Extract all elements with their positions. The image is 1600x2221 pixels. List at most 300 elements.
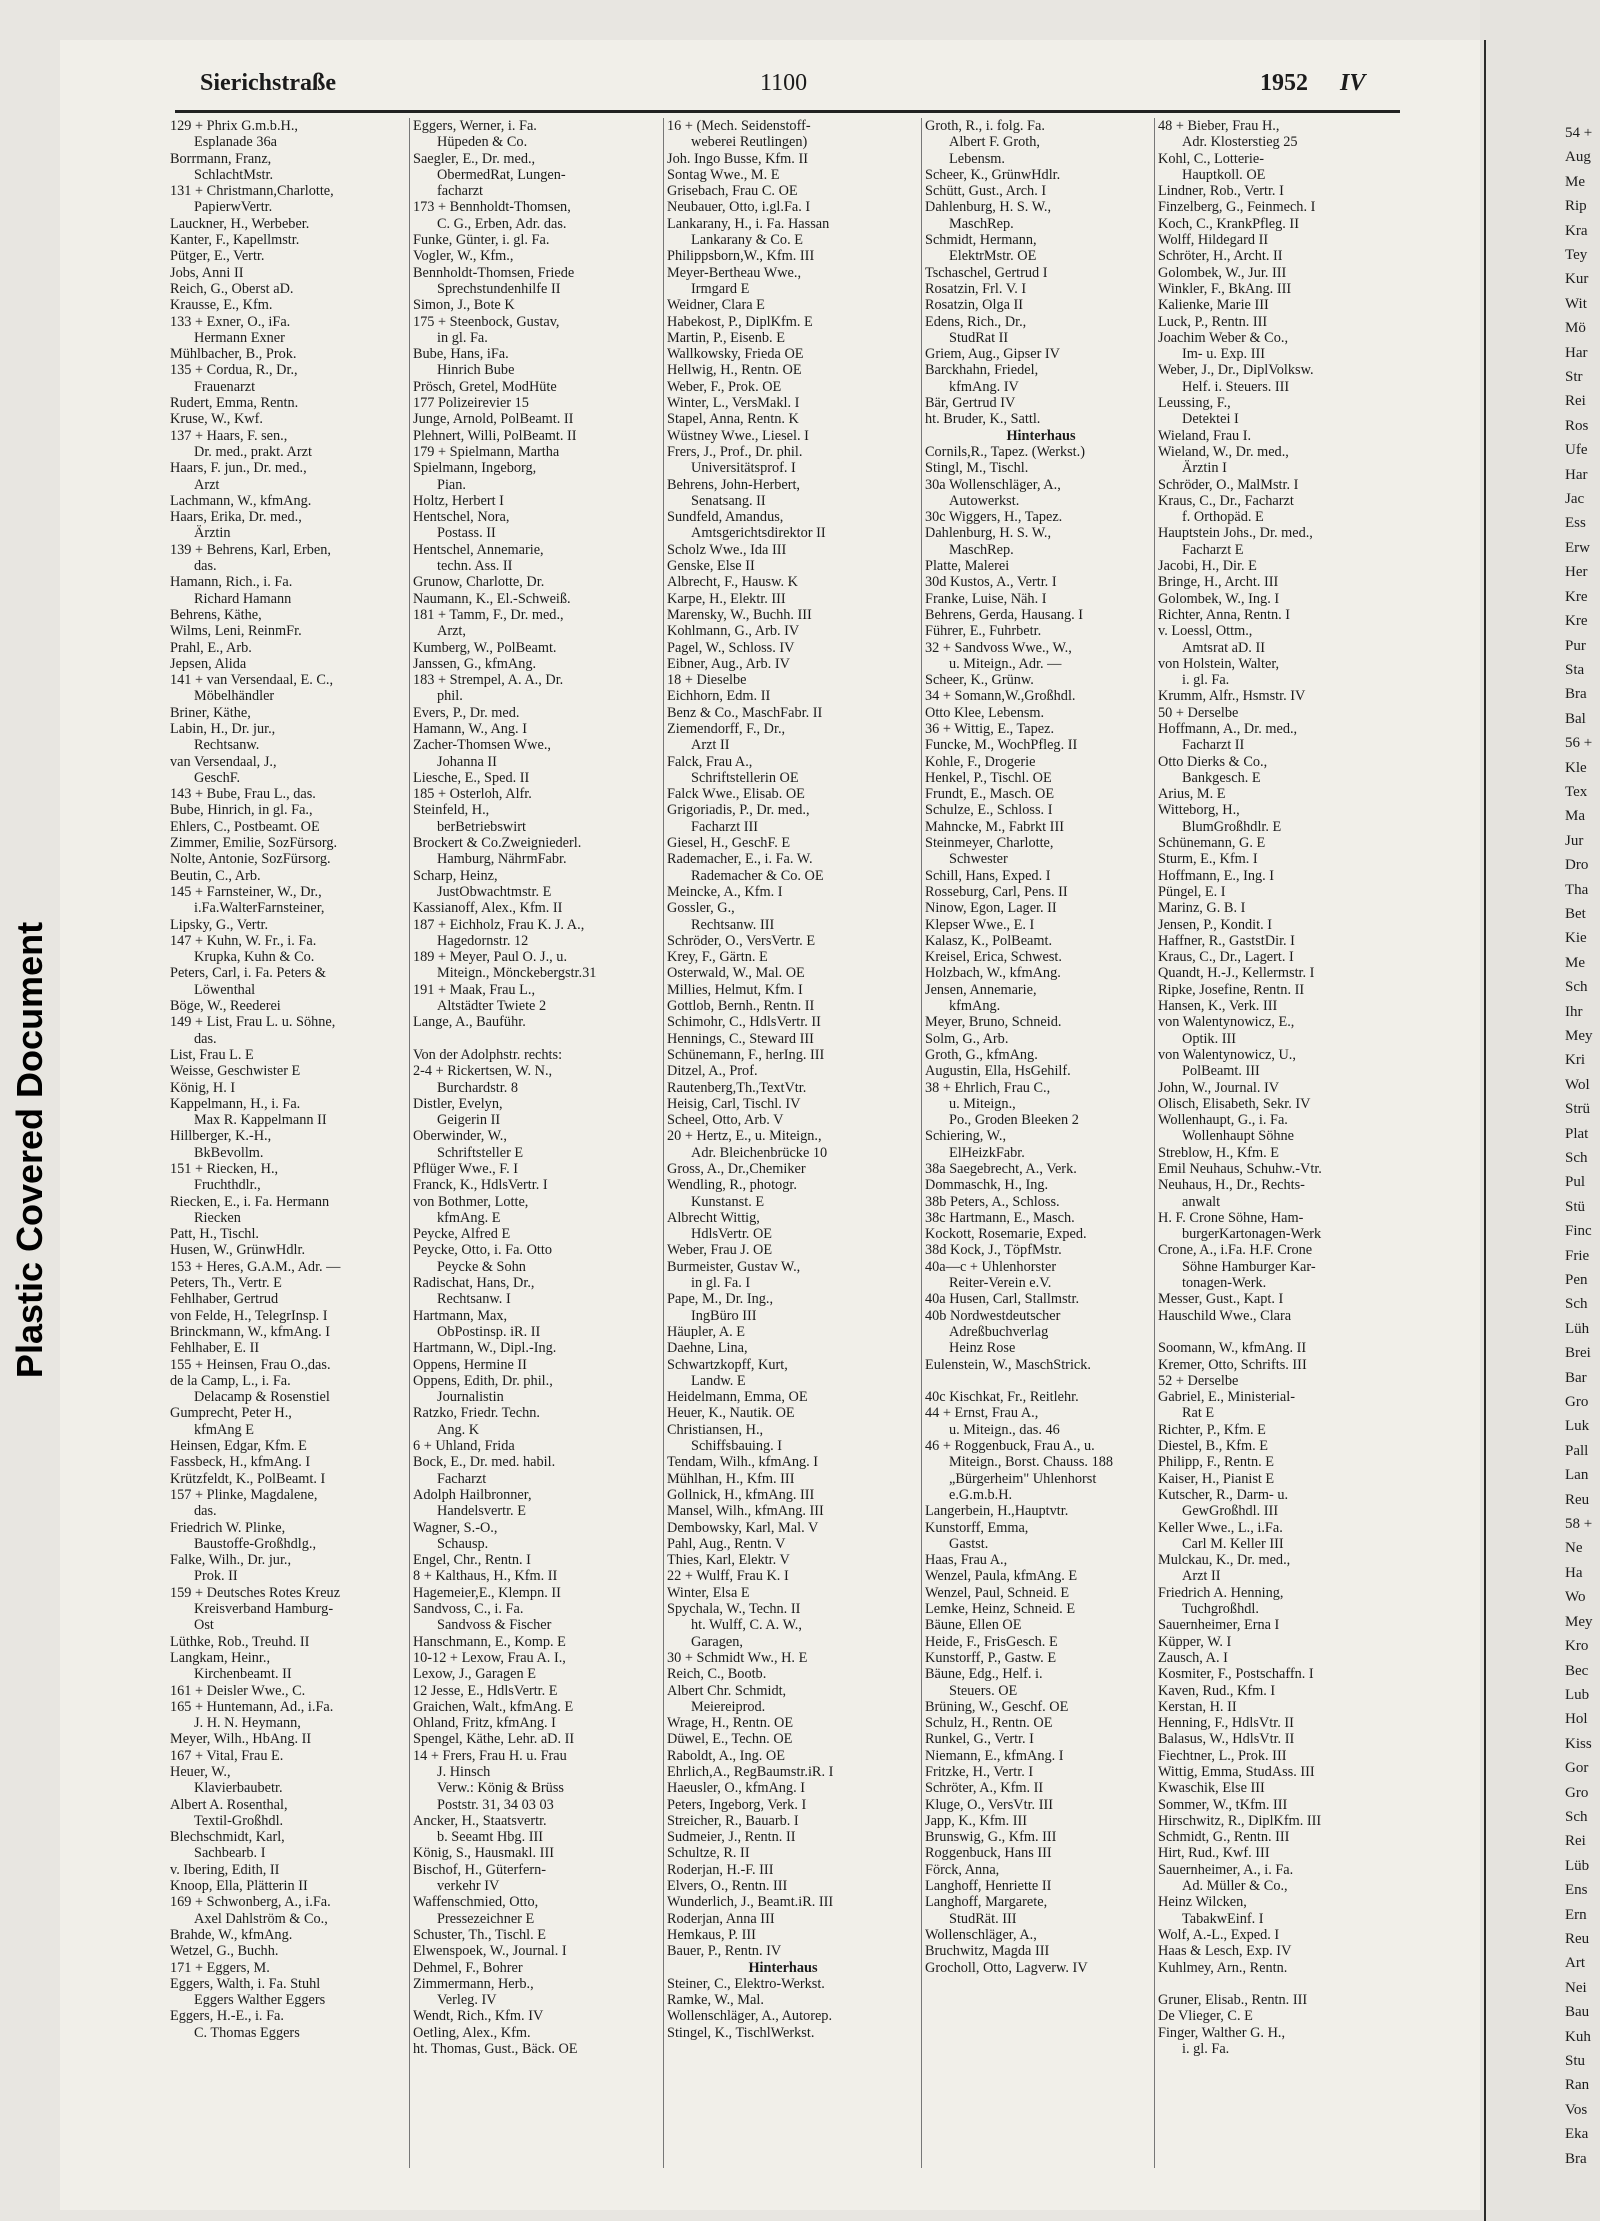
directory-entry-line: u. Miteign., das. 46 [949,1421,1060,1438]
directory-entry-line: Sauernheimer, Erna I [1158,1617,1280,1634]
adjacent-page-fragment: Ens [1565,1882,1588,1899]
directory-entry-line: Wallkowsky, Frieda OE [667,346,804,363]
directory-entry-line: Heisig, Carl, Tischl. IV [667,1095,801,1112]
directory-entry-line: Ancker, H., Staatsvertr. [413,1812,547,1829]
directory-entry-line: Wollenhaupt, G., i. Fa. [1158,1112,1288,1129]
directory-entry-line: Kunstorff, P., Gastw. E [925,1649,1057,1666]
directory-entry-line: 30c Wiggers, H., Tapez. [925,509,1063,526]
directory-entry-line: Prok. II [194,1568,238,1585]
directory-entry-line: Poststr. 31, 34 03 03 [437,1796,554,1813]
directory-entry-line: Eggers, H.-E., i. Fa. [170,2008,284,2025]
directory-entry-line: Spychala, W., Techn. II [667,1601,801,1618]
directory-entry-line: Wolf, A.-L., Exped. I [1158,1926,1280,1943]
directory-entry-line: Olisch, Elisabeth, Sekr. IV [1158,1095,1311,1112]
directory-entry-line: ht. Thomas, Gust., Bäck. OE [413,2041,578,2058]
directory-entry-line: Albrecht Wittig, [667,1209,760,1226]
directory-entry-line: von Bothmer, Lotte, [413,1193,529,1210]
adjacent-page-fragment: Sch [1565,1296,1588,1313]
directory-entry-line: PolBeamt. III [1182,1063,1260,1080]
directory-entry-line: Krey, F., Gärtn. E [667,949,768,966]
directory-entry-line: StudRat II [949,329,1009,346]
directory-entry-line: Wenzel, Paul, Schneid. E [925,1584,1070,1601]
directory-entry-line: Senatsang. II [691,492,766,509]
adjacent-page-fragment: Kle [1565,759,1587,776]
directory-entry-line: Kockott, Rosemarie, Exped. [925,1226,1087,1243]
directory-entry-line: John, W., Journal. IV [1158,1079,1280,1096]
directory-entry-line: Ziemendorff, F., Dr., [667,720,786,737]
adjacent-page-fragment: Mey [1565,1027,1593,1044]
directory-entry-line: Albrecht, F., Hausw. K [667,574,798,591]
directory-entry-line: Patt, H., Tischl. [170,1226,259,1243]
directory-entry-line: Kalienke, Marie III [1158,297,1269,314]
directory-entry-line: 147 + Kuhn, W. Fr., i. Fa. [170,932,317,949]
directory-entry-line: Sundfeld, Amandus, [667,509,784,526]
directory-entry-line: Weisse, Geschwister E [170,1063,301,1080]
directory-entry-line: Helf. i. Steuers. III [1182,378,1290,395]
directory-entry-line: Henkel, P., Tischl. OE [925,769,1052,786]
directory-entry-line: Schultze, R. II [667,1845,750,1862]
directory-entry-line: Gruner, Elisab., Rentn. III [1158,1992,1308,2009]
adjacent-page-fragment: Ma [1565,808,1585,825]
directory-entry-line: Lankarany, H., i. Fa. Hassan [667,215,830,232]
directory-entry-line: Kutscher, R., Darm- u. [1158,1486,1289,1503]
directory-entry-line: Diestel, B., Kfm. E [1158,1438,1268,1455]
directory-entry-line: StudRät. III [949,1910,1017,1927]
directory-entry-line: Burmeister, Gustav W., [667,1258,801,1275]
directory-entry-line: Weber, J., Dr., DiplVolksw. [1158,362,1314,379]
directory-entry-line: Niemann, E., kfmAng. I [925,1747,1064,1764]
adjacent-page-fragment: Jac [1565,491,1585,508]
directory-entry-line: Rechtsanw. [194,737,260,754]
adjacent-page-fragment: Har [1565,344,1588,361]
directory-entry-line: Böge, W., Reederei [170,998,281,1015]
directory-entry-line: Luck, P., Rentn. III [1158,313,1268,330]
directory-entry-line: Karpe, H., Elektr. III [667,590,786,607]
directory-entry-line: Emil Neuhaus, Schuhw.-Vtr. [1158,1161,1322,1177]
directory-entry-line: Bruchwitz, Magda III [925,1943,1050,1960]
directory-entry-line [925,1373,1157,1389]
directory-entry-line: Kappelmann, H., i. Fa. [170,1095,301,1112]
directory-entry-line: Mahncke, M., Fabrkt III [925,818,1064,835]
adjacent-page-fragment: Kre [1565,613,1588,630]
directory-entry-line: Sachbearb. I [194,1845,266,1862]
directory-entry-line: Quandt, H.-J., Kellermstr. I [1158,965,1315,982]
directory-entry-line: Schröter, A., Kfm. II [925,1780,1044,1797]
directory-entry-line: Beutin, C., Arb. [170,867,261,884]
directory-entry-line: 145 + Farnsteiner, W., Dr., [170,883,322,900]
directory-entry-line: 50 + Derselbe [1158,704,1239,721]
directory-entry-line: Lauckner, H., Werbeber. [170,215,310,232]
directory-entry-line: Otto Klee, Lebensm. [925,704,1045,721]
directory-entry-line: Griem, Aug., Gipser IV [925,346,1061,363]
directory-entry-line: 131 + Christmann,Charlotte, [170,183,334,200]
directory-entry-line: Garagen, [691,1633,743,1650]
adjacent-page-fragment: Rip [1565,198,1587,215]
directory-entry-line: Schünemann, G. E [1158,835,1266,852]
directory-entry-line: Schröder, O., VersVertr. E [667,932,816,949]
adjacent-page-fragment: Kur [1565,271,1589,288]
directory-entry-line: 2-4 + Rickertsen, W. N., [413,1063,553,1080]
directory-entry-line: verkehr IV [437,1878,500,1895]
directory-entry-line: Püngel, E. I [1158,883,1226,900]
directory-entry-line: Rosatzin, Olga II [925,297,1024,314]
directory-entry-line: Thies, Karl, Elektr. V [667,1552,790,1569]
adjacent-page-fragment: Jur [1565,832,1584,849]
directory-entry-line: Kirchenbeamt. II [194,1666,292,1683]
directory-entry-line: Facharzt III [691,818,759,835]
directory-entry-line: Hagedornstr. 12 [437,932,529,949]
directory-entry-line: Grisebach, Frau C. OE [667,183,798,200]
directory-entry-line: Kanter, F., Kapellmstr. [170,232,300,249]
directory-entry-line: 40a—c + Uhlenhorster [925,1258,1057,1275]
directory-entry-line: 6 + Uhland, Frida [413,1438,515,1455]
directory-entry-line: Kohle, F., Drogerie [925,753,1036,770]
adjacent-page-fragment: Har [1565,466,1588,483]
adjacent-page-fragment: Plat [1565,1125,1589,1142]
directory-entry-line: Fruchthdlr., [194,1177,261,1194]
directory-entry-line: Geigerin II [437,1112,501,1129]
directory-entry-line: Altstädter Twiete 2 [437,998,547,1015]
directory-entry-line: kfmAng. IV [949,378,1019,395]
directory-entry-line: Heinsen, Edgar, Kfm. E [170,1438,307,1455]
adjacent-page-fragment: Art [1565,1955,1585,1972]
directory-entry-line: Handelsvertr. E [437,1503,526,1520]
directory-entry-line: Dr. med., prakt. Arzt [194,443,312,460]
directory-entry-line: 133 + Exner, O., iFa. [170,313,291,330]
directory-entry-line: Lüthke, Rob., Treuhd. II [170,1633,310,1650]
adjacent-page-fragment: Strü [1565,1101,1591,1118]
adjacent-page-fragment: Ern [1565,1906,1587,1923]
directory-entry-line: Behrens, John-Herbert, [667,476,801,493]
adjacent-page-fragment: Kie [1565,930,1587,947]
directory-entry-line: Schriftstellerin OE [691,769,799,786]
page-fold-line [1484,40,1486,2221]
directory-entry-line: Universitätsprof. I [691,460,796,477]
directory-entry-line: Klepser Wwe., E. I [925,916,1035,933]
directory-entry-line: Franke, Luise, Näh. I [925,590,1047,607]
directory-entry-line: Mühlbacher, B., Prok. [170,346,297,363]
directory-entry-line: Hauptkoll. OE [1182,166,1266,183]
directory-entry-line: Steinmeyer, Charlotte, [925,835,1054,852]
directory-entry-line: Zimmer, Emilie, SozFürsorg. [170,835,338,852]
directory-entry-line: König, H. I [170,1079,236,1096]
directory-entry-line: 161 + Deisler Wwe., C. [170,1682,306,1699]
directory-entry-line: kfmAng. [949,998,1001,1015]
directory-entry-line: Rosatzin, Frl. V. I [925,280,1027,297]
adjacent-page-fragment: Hol [1565,1711,1588,1728]
directory-entry-line: Hinterhaus [1006,427,1076,444]
directory-entry-line [413,1031,645,1047]
directory-entry-line: Dembowsky, Karl, Mal. V [667,1519,819,1536]
adjacent-page-fragment: Kro [1565,1638,1589,1655]
directory-entry-line: Düwel, E., Techn. OE [667,1731,793,1748]
adjacent-page-fragment: Gro [1565,1784,1589,1801]
adjacent-page-fragment: Ha [1565,1564,1583,1581]
adjacent-page-fragment: Ihr [1565,1003,1583,1020]
directory-entry-line: Lankarany & Co. E [691,232,803,249]
directory-entry-line: 10-12 + Lexow, Frau A. I., [413,1649,566,1666]
directory-entry-line: Schünemann, F., herIng. III [667,1046,825,1063]
directory-entry-line: 169 + Schwonberg, A., i.Fa. [170,1894,331,1911]
directory-entry-line: Rat E [1182,1405,1215,1422]
directory-entry-line: Frauenarzt [194,378,256,395]
directory-entry-line: Kalasz, K., PolBeamt. [925,932,1053,949]
directory-entry-line: Schulze, E., Schloss. I [925,802,1053,819]
directory-entry-line: Winter, L., VersMakl. I [667,395,800,412]
directory-entry-line: Wollenschläger, A., Autorep. [667,2008,833,2025]
directory-entry-line: Wendling, R., photogr. [667,1177,797,1194]
directory-entry-line: Knoop, Ella, Plätterin II [170,1878,308,1895]
directory-entry-line: 38c Hartmann, E., Masch. [925,1209,1075,1226]
directory-entry-line: Autowerkst. [949,492,1020,509]
directory-entry-line: Millies, Helmut, Kfm. I [667,981,803,998]
directory-entry-line: Behrens, Gerda, Hausang. I [925,606,1084,623]
adjacent-page-fragment: Kra [1565,222,1588,239]
directory-entry-line: Ost [194,1617,214,1634]
directory-entry-line: Ärztin I [1182,460,1227,477]
directory-entry-line: 14 + Frers, Frau H. u. Frau [413,1747,567,1764]
directory-entry-line: Koch, C., KrankPfleg. II [1158,215,1299,232]
directory-entry-line: Scheer, K., GrünwHdlr. [925,166,1061,183]
directory-entry-line: das. [194,1503,217,1520]
directory-entry-line: König, S., Hausmakl. III [413,1845,554,1862]
directory-entry-line: Marensky, W., Buchh. III [667,606,812,623]
directory-entry-line: Steuers. OE [949,1682,1018,1699]
directory-entry-line: 185 + Osterloh, Alfr. [413,786,532,803]
directory-entry-line: Hentschel, Annemarie, [413,541,544,558]
directory-entry-line: Schill, Hans, Exped. I [925,867,1051,884]
directory-entry-line: Fritzke, H., Vertr. I [925,1763,1034,1780]
directory-entry-line: Rechtsanw. I [437,1291,511,1308]
directory-entry-line: Ohland, Fritz, kfmAng. I [413,1715,556,1732]
directory-entry-line: Hoffmann, E., Ing. I [1158,867,1275,884]
directory-entry-line: Lemke, Heinz, Schneid. E [925,1601,1076,1618]
directory-entry-line: Brüning, W., Geschf. OE [925,1698,1069,1715]
directory-entry-line: Facharzt II [1182,737,1245,754]
directory-entry-line: Kwaschik, Else III [1158,1780,1265,1797]
directory-entry-line: 48 + Bieber, Frau H., [1158,118,1280,134]
directory-entry-line: Leussing, F., [1158,395,1231,412]
directory-entry-line: Richard Hamann [194,590,292,607]
directory-entry-line: Elvers, O., Rentn. III [667,1878,788,1895]
directory-entry-line: Pütger, E., Vertr. [170,248,265,265]
directory-entry-line: Waffenschmied, Otto, [413,1894,539,1911]
directory-entry-line: Daehne, Lina, [667,1340,748,1357]
directory-entry-line: Neubauer, Otto, i.gl.Fa. I [667,199,811,216]
directory-entry-line: Giesel, H., GeschF. E [667,835,791,852]
directory-entry-line: Krupka, Kuhn & Co. [194,949,315,966]
directory-entry-line: Förck, Anna, [925,1861,1000,1878]
directory-entry-line: Sauernheimer, A., i. Fa. [1158,1861,1294,1878]
directory-entry-line: Riecken, E., i. Fa. Hermann [170,1193,330,1210]
directory-entry-line: Cornils,R., Tapez. (Werkst.) [925,443,1085,460]
directory-entry-line: 30 + Schmidt Ww., H. E [667,1649,808,1666]
directory-entry-line: Roggenbuck, Hans III [925,1845,1052,1862]
column-divider [663,118,664,2168]
directory-entry-line: Habekost, P., DiplKfm. E [667,313,813,330]
directory-entry-line: Falke, Wilh., Dr. jur., [170,1552,292,1569]
directory-entry-line: Ramke, W., Mal. [667,1992,764,2009]
directory-entry-line: 175 + Steenbock, Gustav, [413,313,560,330]
directory-entry-line: Spielmann, Ingeborg, [413,460,537,477]
directory-entry-line: 177 Polizeirevier 15 [413,395,529,412]
directory-entry-line: 183 + Strempel, A. A., Dr. [413,672,564,689]
directory-entry-line: Janssen, G., kfmAng. [413,655,537,672]
directory-entry-line: Streicher, R., Bauarb. I [667,1812,799,1829]
directory-entry-line: 22 + Wulff, Frau K. I [667,1568,789,1585]
directory-entry-line: Riecken [194,1209,241,1226]
directory-entry-line: Streblow, H., Kfm. E [1158,1144,1279,1161]
directory-entry-line: Peycke, Otto, i. Fa. Otto [413,1242,552,1259]
directory-entry-line: 20 + Hertz, E., u. Miteign., [667,1128,822,1145]
adjacent-page-fragment: Tha [1565,881,1589,898]
directory-entry-line: Baustoffe-Großhdlg., [194,1535,317,1552]
directory-entry-line: Zausch, A. I [1158,1649,1228,1666]
directory-entry-line: Naumann, K., El.-Schweiß. [413,590,571,607]
directory-entry-line: Joachim Weber & Co., [1158,329,1289,346]
directory-entry-line: Hirt, Rud., Kwf. III [1158,1845,1270,1862]
directory-entry-line: Schröder, O., MalMstr. I [1158,476,1299,493]
directory-entry-line: Japp, K., Kfm. III [925,1812,1028,1829]
adjacent-page-fragment: Ne [1565,1540,1583,1557]
column-4 [925,118,1157,2168]
plastic-covered-text: Plastic Covered Document [9,921,50,1379]
directory-entry-line: Rosseburg, Carl, Pens. II [925,883,1068,900]
directory-entry-line: Sandvoss, C., i. Fa. [413,1601,524,1618]
directory-entry-line: HdlsVertr. OE [691,1226,773,1243]
directory-entry-line: Elwenspoek, W., Journal. I [413,1943,567,1960]
directory-entry-line: Eggers, Walth, i. Fa. Stuhl [170,1975,321,1992]
directory-entry-line: Labin, H., Dr. jur., [170,720,276,737]
directory-entry-line: Husen, W., GrünwHdlr. [170,1242,306,1259]
directory-entry-line: Dahlenburg, H. S. W., [925,525,1052,542]
directory-entry-line: Gossler, G., [667,900,735,917]
directory-entry-line: Schausp. [437,1535,489,1552]
adjacent-page-fragment: Dro [1565,857,1589,874]
directory-entry-line: 155 + Heinsen, Frau O.,das. [170,1356,331,1373]
directory-entry-line: Kerstan, H. II [1158,1698,1237,1715]
column-2 [413,118,645,2168]
directory-entry-line: Söhne Hamburger Kar- [1182,1258,1316,1275]
directory-entry-line: Behrens, Käthe, [170,606,262,623]
adjacent-page-fragment: Gor [1565,1760,1589,1777]
directory-entry-line: Langkam, Heinr., [170,1649,271,1666]
directory-entry-line: Bankgesch. E [1182,769,1261,786]
adjacent-page-fragment: Brei [1565,1345,1591,1362]
directory-entry-line: i.Fa.WalterFarnsteiner, [194,900,325,917]
directory-entry-line: Frundt, E., Masch. OE [925,786,1055,803]
directory-entry-line: Reiter-Verein e.V. [949,1275,1052,1292]
directory-entry-line: burgerKartonagen-Werk [1182,1226,1322,1243]
directory-entry-line: Jensen, P., Kondit. I [1158,916,1272,933]
directory-entry-line: Kunstorff, Emma, [925,1519,1029,1536]
directory-entry-line: Otto Dierks & Co., [1158,753,1268,770]
directory-entry-line: Mansel, Wilh., kfmAng. III [667,1503,824,1520]
directory-entry-line: Ad. Müller & Co., [1182,1878,1288,1895]
directory-entry-line: Meyer-Bertheau Wwe., [667,264,802,281]
directory-entry-line: Esplanade 36a [194,134,277,151]
page-number: 1100 [760,70,808,96]
directory-entry-line: von Walentynowicz, E., [1158,1014,1295,1031]
directory-entry-line: 137 + Haars, F. sen., [170,427,288,444]
directory-entry-line: Bube, Hans, iFa. [413,346,509,363]
directory-entry-line: Eibner, Aug., Arb. IV [667,655,790,672]
directory-entry-line: phil. [437,688,463,705]
directory-entry-line: Frers, J., Prof., Dr. phil. [667,443,803,460]
directory-entry-line: 32 + Sandvoss Wwe., W., [925,639,1072,656]
directory-entry-line: Reich, C., Bootb. [667,1666,767,1683]
directory-entry-line: Bock, E., Dr. med. habil. [413,1454,556,1471]
directory-entry-line: Krumm, Alfr., Hsmstr. IV [1158,688,1306,705]
directory-entry-line: Friedrich A. Henning, [1158,1584,1284,1601]
adjacent-page-fragment: Pul [1565,1174,1586,1191]
directory-entry-line: Stapel, Anna, Rentn. K [667,411,799,428]
directory-entry-line: Kremer, Otto, Schrifts. III [1158,1356,1307,1373]
directory-entry-line: Stingel, K., TischlWerkst. [667,2024,815,2041]
directory-entry-line: Lange, A., Bauführ. [413,1014,526,1031]
directory-entry-line: Junge, Arnold, PolBeamt. II [413,411,574,428]
directory-entry-line: Hirschwitz, R., DiplKfm. III [1158,1812,1322,1829]
directory-entry-line: PapierwVertr. [194,199,273,216]
adjacent-page-fragment: Bec [1565,1662,1589,1679]
directory-entry-line: Joh. Ingo Busse, Kfm. II [667,150,808,167]
directory-entry-line: Golombek, W., Ing. I [1158,590,1280,607]
directory-entry-line: 40c Kischkat, Fr., Reitlehr. [925,1389,1079,1406]
directory-entry-line: Arzt [194,476,220,493]
directory-entry-line: Raboldt, A., Ing. OE [667,1747,785,1764]
directory-entry-line: J. Hinsch [437,1763,491,1780]
adjacent-page-fragment: Sch [1565,1150,1588,1166]
directory-entry-line: Pahl, Aug., Rentn. V [667,1535,786,1552]
directory-entry-line: Arzt, [437,623,466,640]
header-rule [175,110,1400,113]
directory-entry-line: Reich, G., Oberst aD. [170,280,294,297]
directory-entry-line: Kraus, C., Dr., Lagert. I [1158,949,1294,966]
directory-entry-line: Hamburg, NährmFabr. [437,851,567,868]
column-divider [921,118,922,2168]
directory-entry-line: 52 + Derselbe [1158,1372,1239,1389]
directory-entry-line: Balasus, W., HdlsVtr. II [1158,1731,1295,1748]
directory-entry-line: tonagen-Werk. [1182,1275,1267,1292]
adjacent-page-fragment: Gro [1565,1394,1589,1411]
adjacent-page-fragment: Kre [1565,588,1588,605]
directory-entry-line: Oetling, Alex., Kfm. [413,2024,531,2041]
directory-entry-line: 171 + Eggers, M. [170,1959,270,1976]
adjacent-page-edge [1480,0,1600,2221]
directory-entry-line: Heinz Rose [949,1340,1016,1357]
directory-entry-line: C. G., Erben, Adr. das. [437,215,567,232]
directory-entry-line: 12 Jesse, E., HdlsVertr. E [413,1682,558,1699]
directory-entry-line: Hauschild Wwe., Clara [1158,1307,1292,1324]
directory-entry-line: Richter, P., Kfm. E [1158,1421,1266,1438]
directory-entry-line: 165 + Huntemann, Ad., i.Fa. [170,1698,334,1715]
directory-entry-line: 181 + Tamm, F., Dr. med., [413,606,564,623]
directory-entry-line: Rudert, Emma, Rentn. [170,395,299,412]
directory-entry-line: Martin, P., Eisenb. E [667,329,785,346]
adjacent-page-fragment: 54 + [1565,125,1593,141]
directory-entry-line: List, Frau L. E [170,1046,254,1063]
directory-entry-line: Wenzel, Paula, kfmAng. E [925,1568,1078,1585]
directory-entry-line: Kohlmann, G., Arb. IV [667,623,800,640]
directory-entry-line: Rademacher & Co. OE [691,867,824,884]
adjacent-page-fragment: Pall [1565,1442,1589,1459]
directory-entry-line: kfmAng. E [437,1209,501,1226]
directory-entry-line: v. Ibering, Edith, II [170,1861,280,1878]
directory-entry-line: Roderjan, H.-F. III [667,1861,774,1878]
directory-entry-line: Benz & Co., MaschFabr. II [667,704,823,721]
directory-entry-line: Nolte, Antonie, SozFürsorg. [170,851,331,868]
directory-entry-line: Osterwald, W., Mal. OE [667,965,805,982]
